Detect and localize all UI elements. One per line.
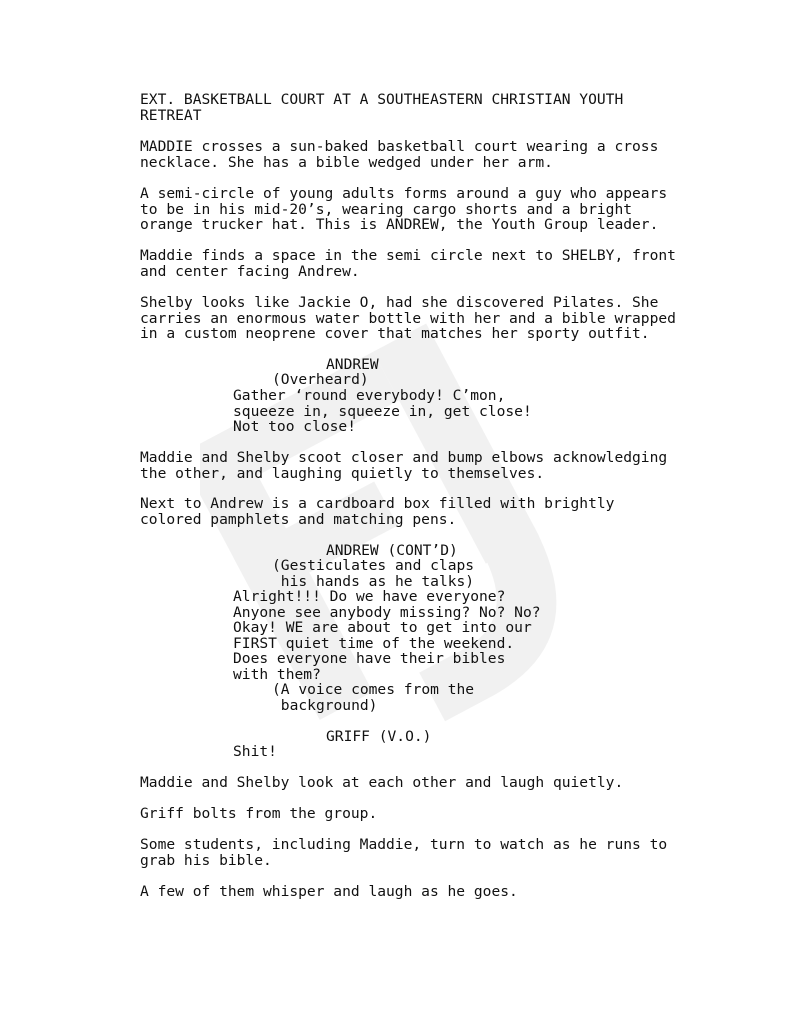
action-line: MADDIE crosses a sun-baked basketball court wearing a cross necklace. She has a bible wedged under her arm. xyxy=(140,138,659,171)
action-line: Maddie finds a space in the semi circle next to SHELBY, front and center facing Andrew. xyxy=(140,247,676,280)
parenthetical: (Gesticulates and claps his hands as he talks) xyxy=(272,557,475,590)
dialogue: Gather ‘round everybody! C’mon, squeeze in, squeeze in, get close! Not too close! xyxy=(233,387,532,436)
character-name: ANDREW xyxy=(326,356,379,373)
dialogue: Shit! xyxy=(233,743,277,760)
character-name: ANDREW (CONT’D) xyxy=(326,542,458,559)
action-line: Shelby looks like Jackie O, had she discovered Pilates. She carries an enormous water bottle with her and a bible wrapped in a custom neoprene cover that matches her sporty outfit. xyxy=(140,294,676,343)
action-line: A few of them whisper and laugh as he goes. xyxy=(140,883,518,900)
action-line: Some students, including Maddie, turn to watch as he runs to grab his bible. xyxy=(140,836,668,869)
character-name: GRIFF (V.O.) xyxy=(326,728,432,745)
action-line: Maddie and Shelby look at each other and laugh quietly. xyxy=(140,774,624,791)
action-line: Maddie and Shelby scoot closer and bump elbows acknowledging the other, and laughing quietly to themselves. xyxy=(140,449,668,482)
action-line: Griff bolts from the group. xyxy=(140,805,378,822)
action-line: Next to Andrew is a cardboard box filled with brightly colored pamphlets and matching pens. xyxy=(140,495,615,528)
dialogue: Alright!!! Do we have everyone? Anyone see anybody missing? No? No? Okay! WE are about to get into our FIRST quiet time of the weekend. Does everyone have their bibles with them? xyxy=(233,588,541,683)
parenthetical: (Overheard) xyxy=(272,371,369,388)
scene-heading: EXT. BASKETBALL COURT AT A SOUTHEASTERN CHRISTIAN YOUTH RETREAT xyxy=(140,91,624,124)
action-line: A semi-circle of young adults forms around a guy who appears to be in his mid-20’s, wearing cargo shorts and a bright orange trucker hat. This is ANDREW, the Youth Group leader. xyxy=(140,185,668,234)
parenthetical: (A voice comes from the background) xyxy=(272,681,475,714)
